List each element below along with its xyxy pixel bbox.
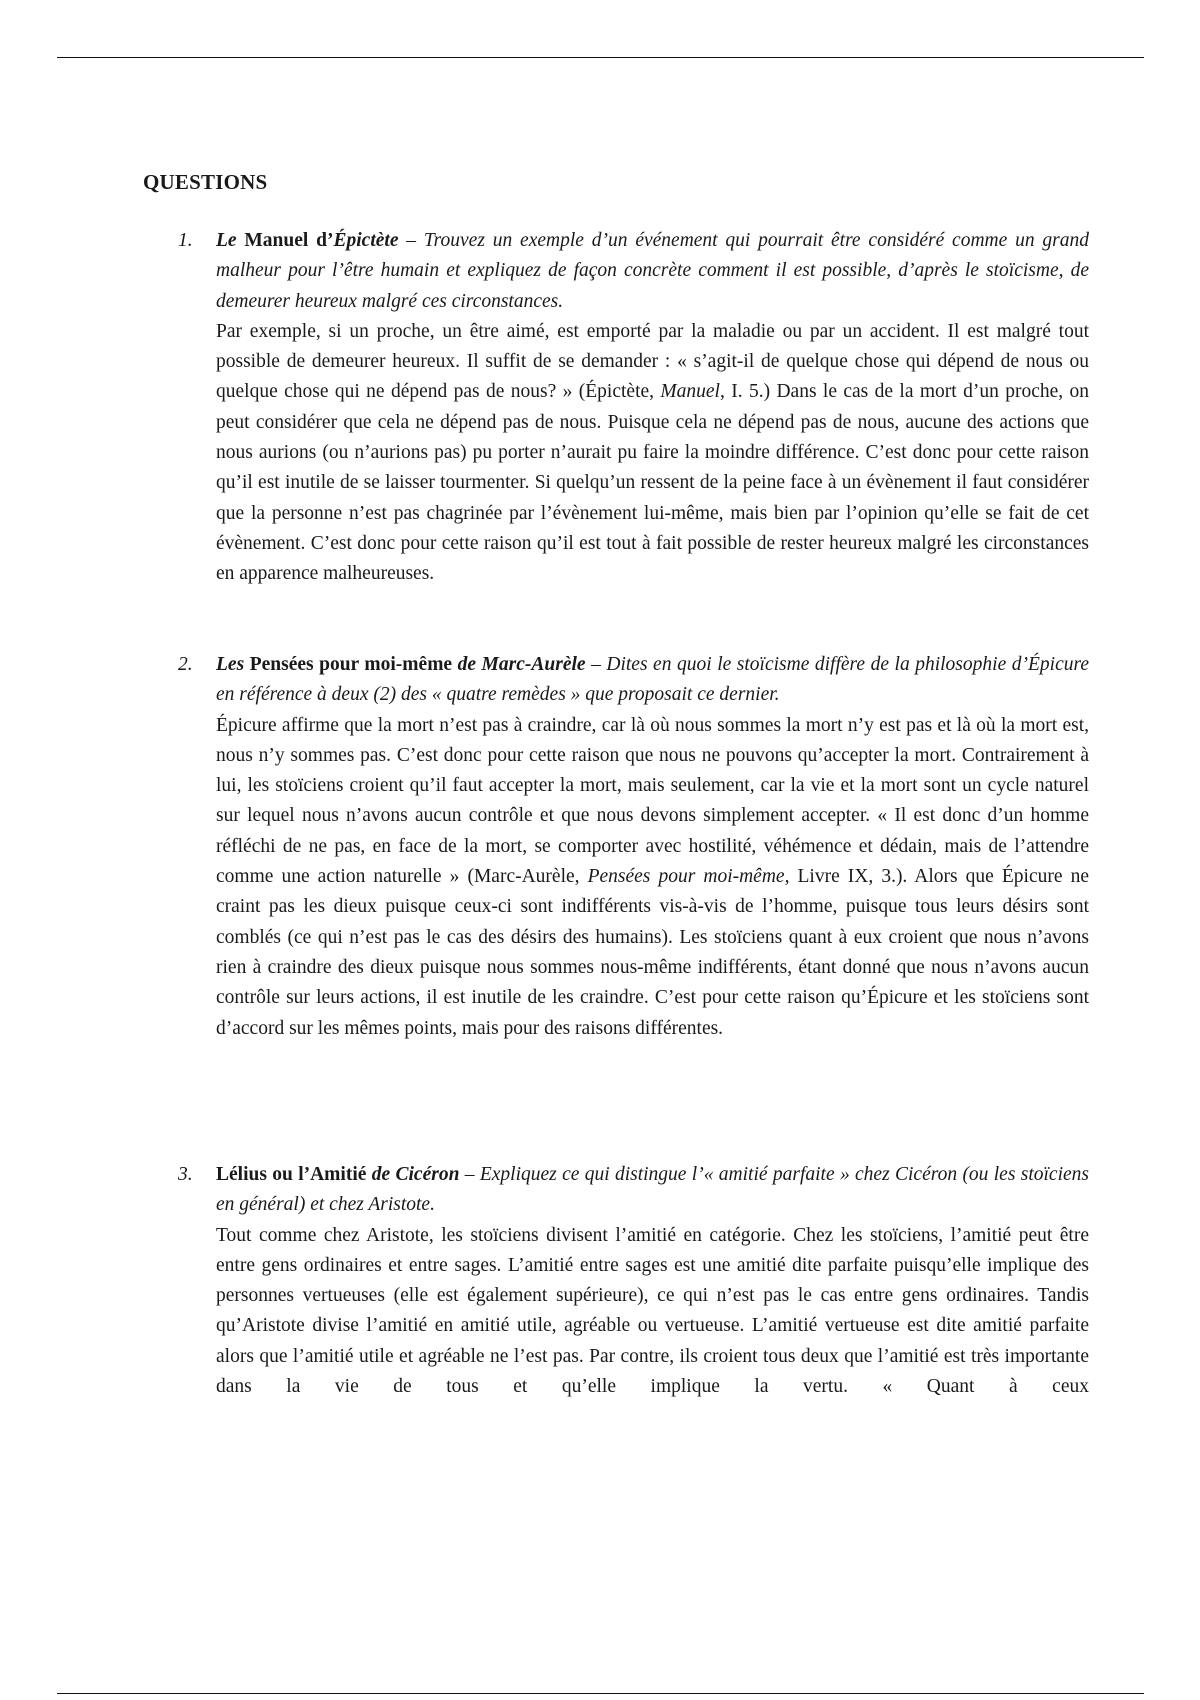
question-number: 3.: [178, 1164, 193, 1185]
answer-part-a: Tout comme chez Aristote, les stoïciens divisent l’amitié en catégorie. Chez les stoïciens, l’amitié peut être entre gens ordinaires et entre sages. L’amitié entre sages est une amitié dite parfaite puisqu’elle implique des personnes vertueuses (elle est également supérieure), ce qui n’est pas le cas entre gens ordinaires. Tandis qu’Aristote divise l’amitié en amitié utile, agréable ou vertueuse. L’amitié vertueuse est dite amitié parfaite alors que l’amitié utile et agréable ne l’est pas. Par contre, ils croient tous deux que l’amitié est très importante dans la vie de tous et qu’elle implique la vertu. « Quant à ceux: [216, 1224, 1089, 1398]
page-heading: QUESTIONS: [143, 170, 268, 194]
answer-part-b: Livre IX, 3.). Alors que Épicure ne craint pas les dieux puisque ceux-ci sont indifférents vis-à-vis de l’homme, puisque tous leurs désirs sont comblés (ce qui n’est pas le cas des désirs des humains). Les stoïciens quant à eux croient que nous n’avons rien à craindre des dieux puisque nous sommes nous-même indifférents, étant donné que nous n’avons aucun contrôle sur leurs actions, il est inutile de les craindre. C’est pour cette raison qu’Épicure et les stoïciens sont d’accord sur les mêmes points, mais pour des raisons différentes.: [216, 866, 1089, 1039]
question-2: [178, 650, 1089, 1044]
top-rule: [57, 57, 1144, 58]
question-number: 1.: [178, 230, 193, 251]
prompt-text: – Trouvez un exemple d’un événement qui pourrait être considéré comme un grand malheur pour l’être humain et expliquez de façon concrète comment il est possible, d’après le stoïcisme, de demeurer heureux malgré ces circonstances.: [216, 230, 1090, 312]
answer-part-a: Par exemple, si un proche, un être aimé, est emporté par la maladie ou par un accident. Il est malgré tout possible de demeurer heureux. Il suffit de se demander : « s’agit-il de quelque chose qui dépend de nous ou quelque chose qui ne dépend pas de nous? » (Épictète,: [216, 320, 1089, 403]
title-prefix: Les: [216, 654, 245, 675]
question-number: 2.: [178, 654, 193, 675]
answer-part-a: Épicure affirme que la mort n’est pas à craindre, car là où nous sommes la mort n’y est pas et là où la mort est, nous n’y sommes pas. C’est donc pour cette raison que nous ne pouvons qu’accepter la mort. Contrairement à lui, les stoïciens croient qu’il faut accepter la mort, mais seulement, car la vie et la mort sont un cycle naturel sur lequel nous n’avons aucun contrôle et que nous devons simplement accepter. « Il est donc d’un homme réfléchi de ne pas, en face de la mort, se comporter avec hostilité, véhémence et dédain, mais de l’attendre comme une action naturelle » (Marc-Aurèle,: [216, 714, 1089, 888]
prompt-text: – Expliquez ce qui distingue l’« amitié parfaite » chez Cicéron (ou les stoïciens en général) et chez Aristote.: [216, 1164, 1090, 1216]
question-prompt: [216, 226, 1089, 317]
answer-text: [216, 711, 1089, 1044]
question-prompt: [216, 650, 1089, 711]
question-3: [178, 1160, 1090, 1402]
work-author: Épictète: [333, 230, 399, 251]
answer-part-b: , I. 5.) Dans le cas de la mort d’un proche, on peut considérer que cela ne dépend pas de nous. Puisque cela ne dépend pas de nous, aucune des actions que nous aurions (ou n’aurions pas) pu porter n’aurait pu faire la moindre différence. C’est donc pour cette raison qu’il est inutile de se laisser tourmenter. Si quelqu’un ressent de la peine face à un évènement il faut considérer que la personne n’est pas chagrinée par l’évènement lui-même, mais bien par l’opinion qu’elle se fait de cet évènement. C’est donc pour cette raison qu’il est tout à fait possible de rester heureux malgré les circonstances en apparence malheureuses.: [216, 381, 1089, 585]
question-1: [178, 226, 1090, 590]
answer-text: [216, 1221, 1089, 1403]
work-author: de Marc-Aurèle: [457, 654, 586, 675]
prompt-text: – Dites en quoi le stoïcisme diffère de la philosophie d’Épicure en référence à deux (2) des « quatre remèdes » que proposait ce dernier.: [216, 654, 1089, 706]
work-author: de Cicéron: [371, 1164, 460, 1185]
answer-text: [216, 317, 1089, 590]
answer-citation: Manuel: [660, 381, 720, 403]
bottom-rule: [57, 1693, 1144, 1694]
answer-citation: Pensées pour moi-même,: [587, 866, 790, 888]
title-prefix: Le: [216, 230, 237, 251]
question-prompt: [216, 1160, 1089, 1221]
work-title: Manuel d’: [244, 230, 334, 251]
work-title: Pensées pour moi-même: [249, 654, 453, 675]
work-title: Lélius ou l’Amitié: [216, 1164, 367, 1185]
